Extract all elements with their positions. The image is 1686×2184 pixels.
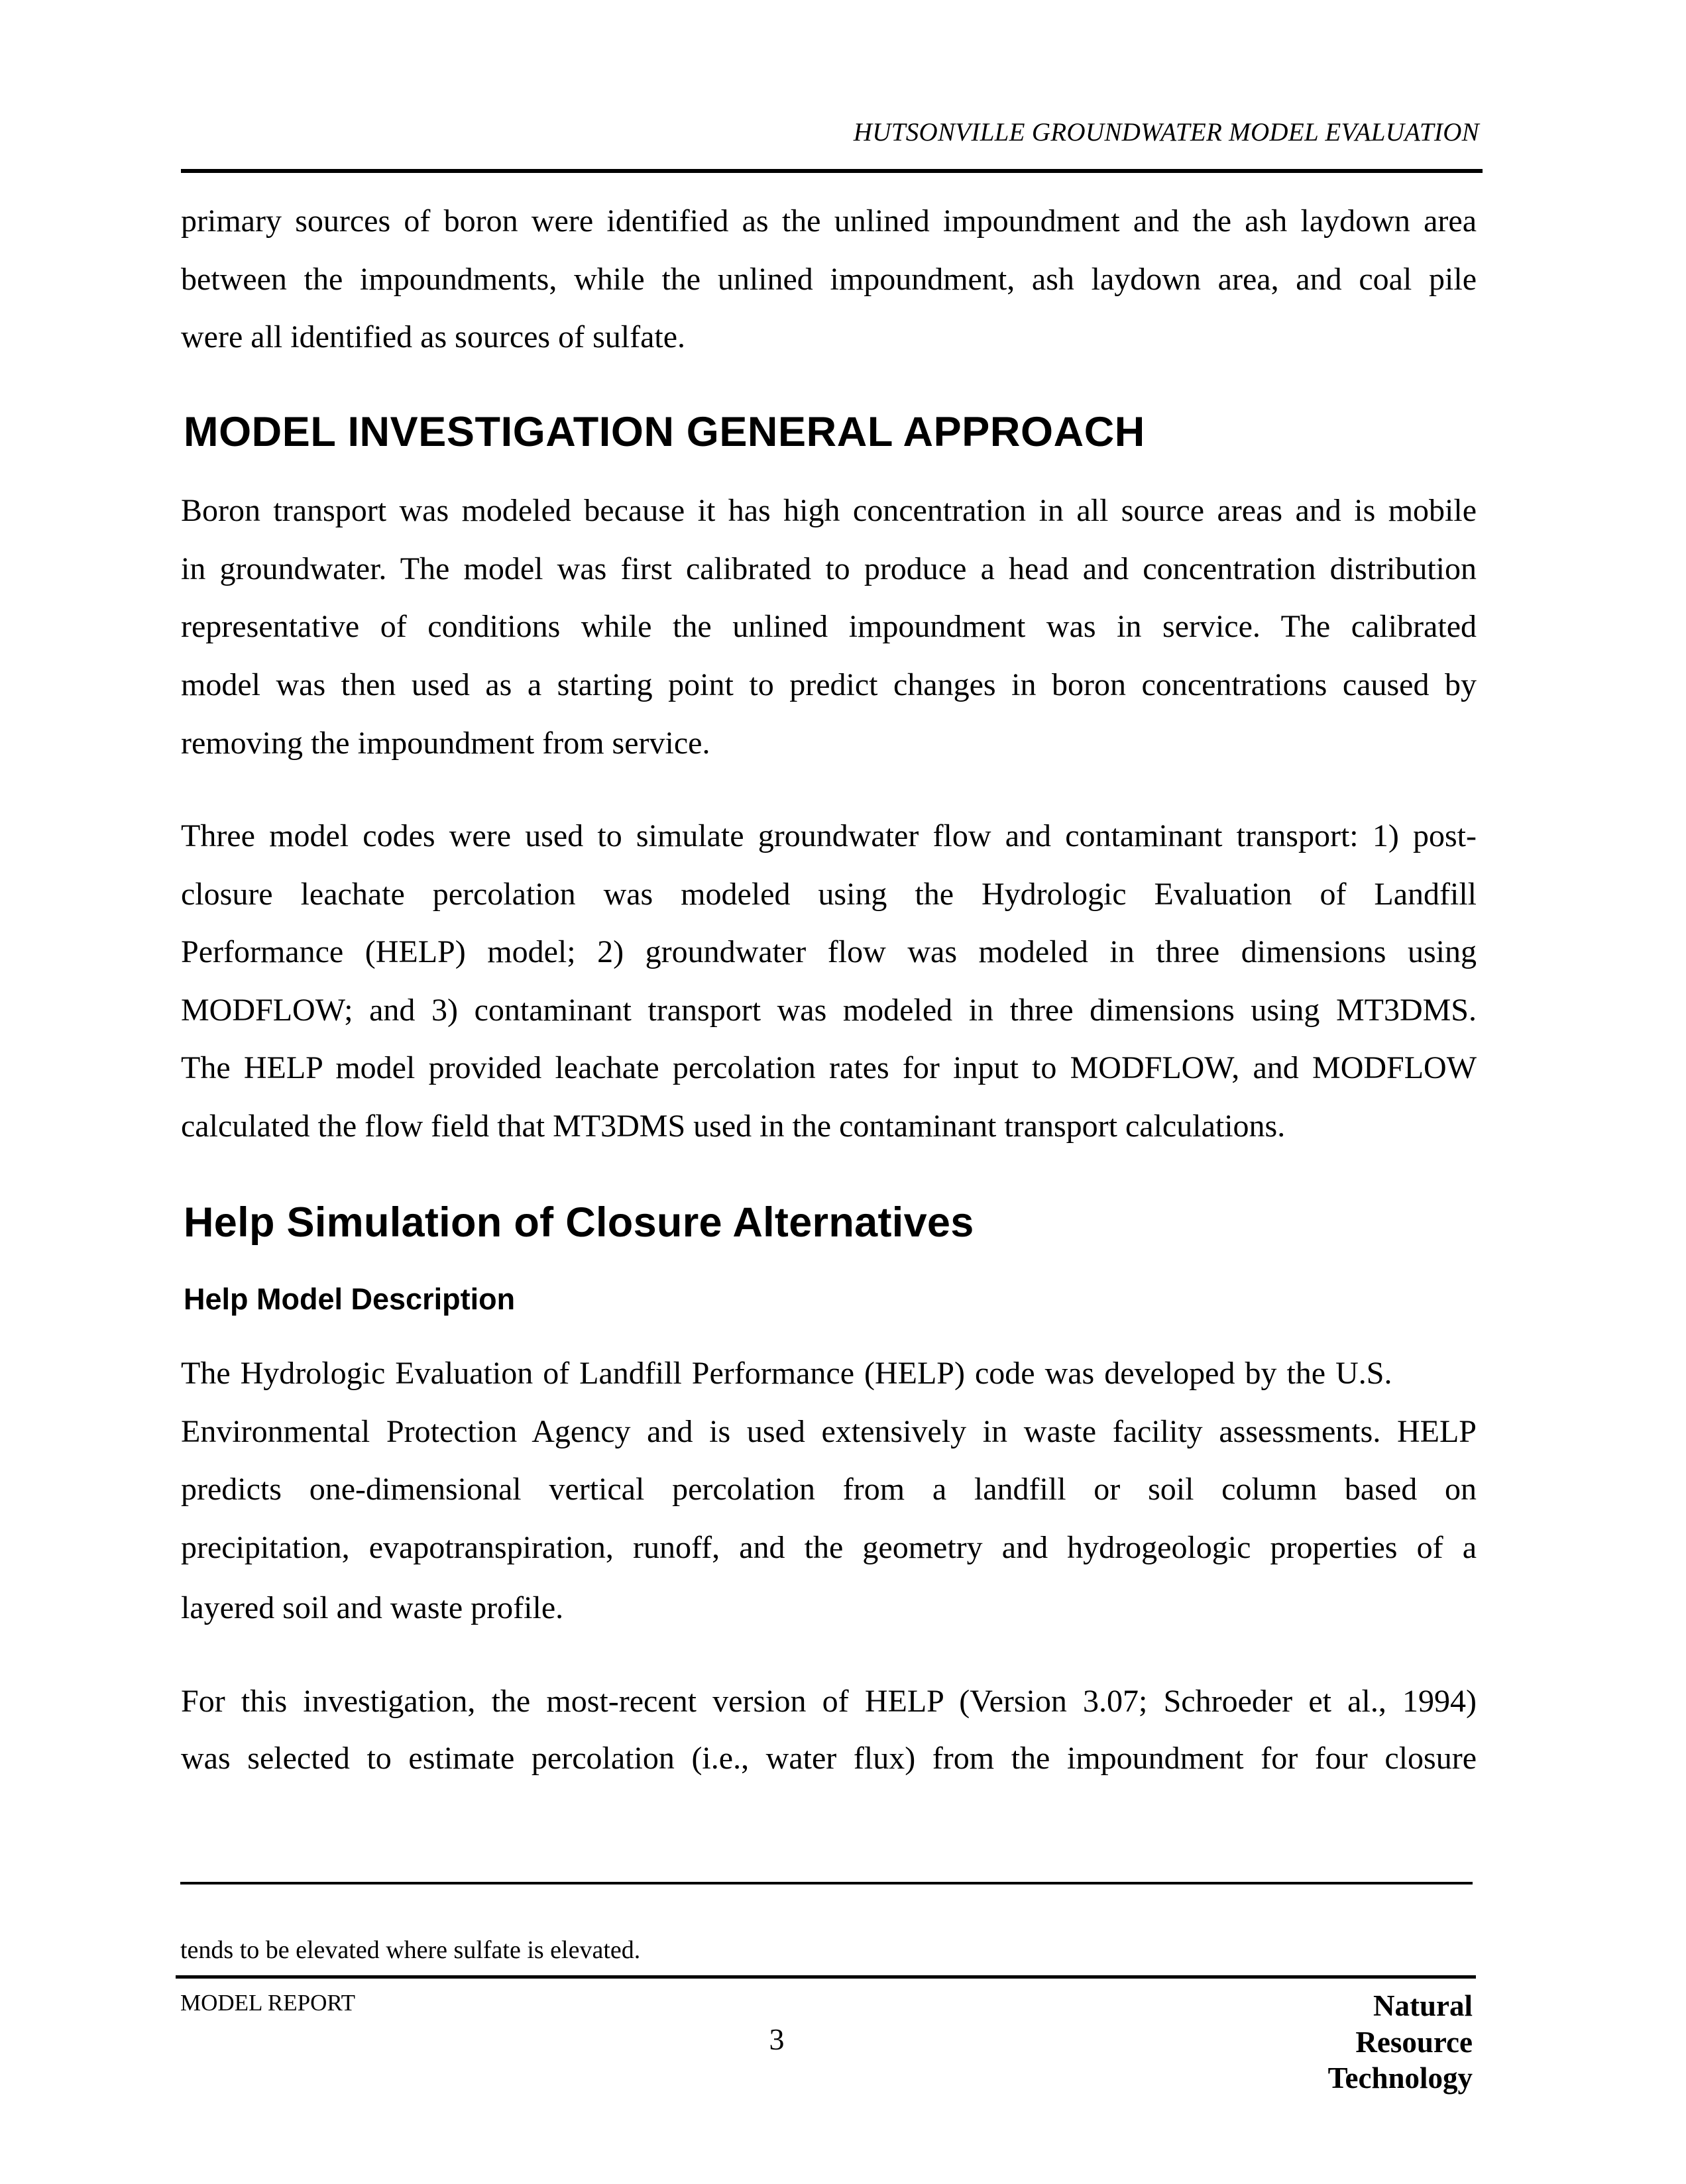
paragraph-line: Performance (HELP) model; 2) groundwater flow was modeled in three dimensions using [181,934,1477,969]
footer-company-logo-text [1208,1988,1473,2097]
company-name-line: Technology [1327,2061,1473,2095]
paragraph-line: calculated the flow field that MT3DMS used in the contaminant transport calculations. [181,1109,1286,1144]
paragraph-line: primary sources of boron were identified as the unlined impoundment and the ash laydown area [181,203,1477,239]
page-number: 3 [769,2022,785,2056]
paragraph-line: was selected to estimate percolation (i.e., water flux) from the impoundment for four closure [181,1741,1477,1776]
subsection-heading-help-model-description: Help Model Description [184,1282,516,1316]
header-divider [181,169,1483,173]
paragraph-line: precipitation, evapotranspiration, runoff, and the geometry and hydrogeologic properties of a [181,1530,1477,1565]
section-heading-help-simulation: Help Simulation of Closure Alternatives [184,1199,974,1246]
section-heading-general-approach: MODEL INVESTIGATION GENERAL APPROACH [184,409,1145,455]
footnote-divider [180,1882,1473,1884]
paragraph-line: representative of conditions while the unlined impoundment was in service. The calibrated [181,609,1477,644]
paragraph-line: Three model codes were used to simulate groundwater flow and contaminant transport: 1) post- [181,818,1477,853]
footer-divider [176,1975,1476,1979]
paragraph-line: model was then used as a starting point to predict changes in boron concentrations caused by [181,667,1477,702]
footer-document-type: MODEL REPORT [180,1990,355,2016]
paragraph-line: closure leachate percolation was modeled using the Hydrologic Evaluation of Landfill [181,877,1477,912]
company-name-line: Resource [1355,2025,1473,2059]
paragraph-line: The Hydrologic Evaluation of Landfill Performance (HELP) code was developed by the U.S. [181,1356,1392,1391]
paragraph-line: predicts one-dimensional vertical percolation from a landfill or soil column based on [181,1472,1477,1507]
paragraph-line: between the impoundments, while the unlined impoundment, ash laydown area, and coal pile [181,262,1477,297]
paragraph-line: Environmental Protection Agency and is used extensively in waste facility assessments. HELP [181,1414,1477,1449]
paragraph-line: removing the impoundment from service. [181,726,710,761]
paragraph-line: were all identified as sources of sulfate. [181,319,686,355]
paragraph-line: Boron transport was modeled because it has high concentration in all source areas and is mobile [181,493,1477,528]
paragraph-line: The HELP model provided leachate percolation rates for input to MODFLOW, and MODFLOW [181,1050,1477,1085]
running-header-title: HUTSONVILLE GROUNDWATER MODEL EVALUATION [853,118,1479,146]
footnote-text: tends to be elevated where sulfate is elevated. [180,1936,641,1964]
company-name-line: Natural [1373,1989,1473,2022]
paragraph-line: MODFLOW; and 3) contaminant transport was modeled in three dimensions using MT3DMS. [181,993,1477,1028]
paragraph-line: in groundwater. The model was first calibrated to produce a head and concentration distribution [181,551,1477,586]
paragraph-line: For this investigation, the most-recent version of HELP (Version 3.07; Schroeder et al., 1994) [181,1684,1477,1719]
paragraph-line: layered soil and waste profile. [181,1590,564,1625]
